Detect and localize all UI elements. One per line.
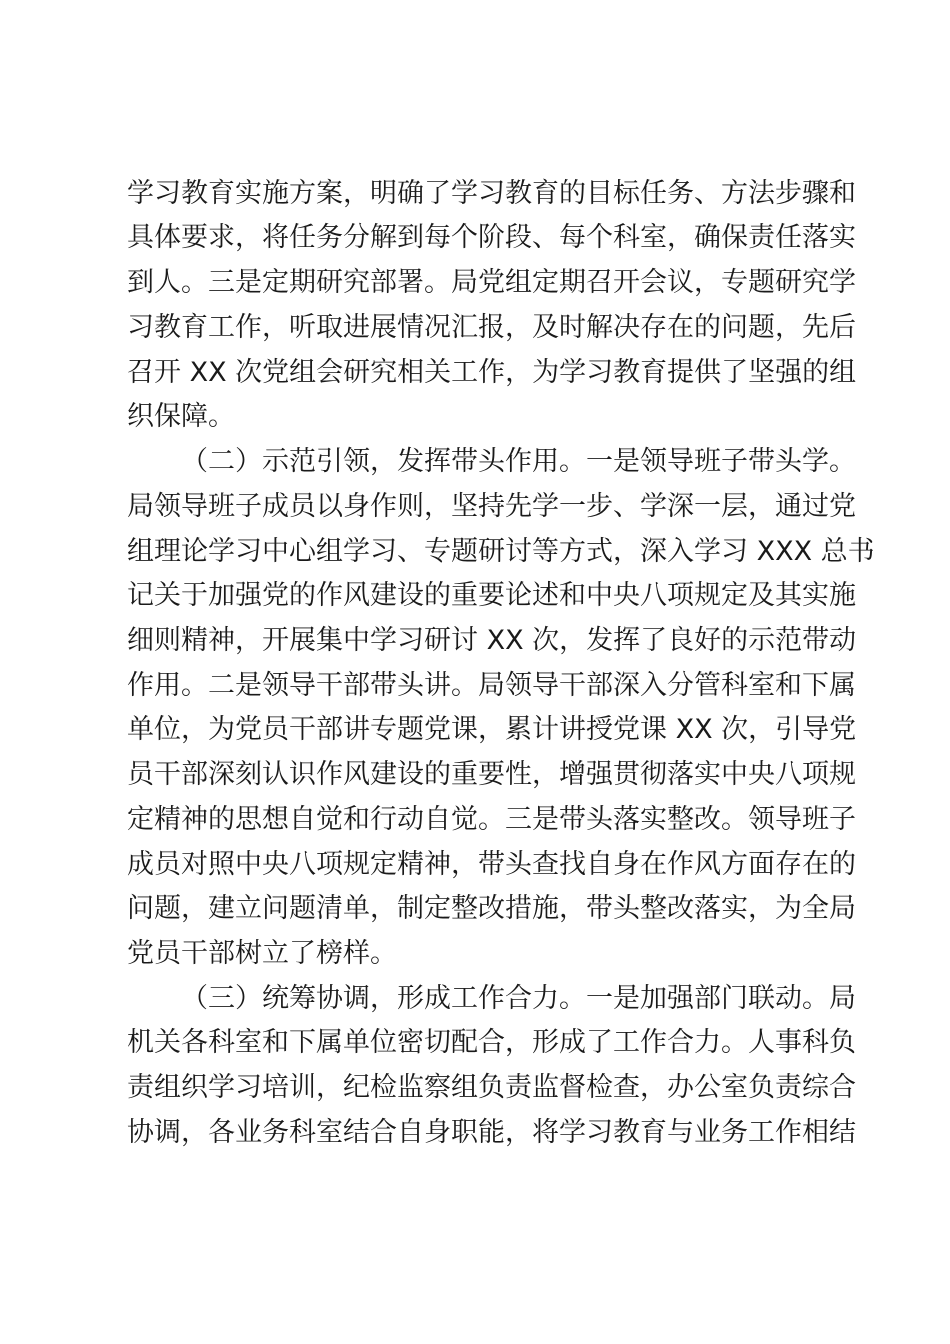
- text-line: 党员干部树立了榜样。: [127, 938, 397, 969]
- text-line: 机关各科室和下属单位密切配合，形成了工作合力。人事科负: [127, 1027, 856, 1058]
- text-line: 具体要求，将任务分解到每个阶段、每个科室，确保责任落实: [127, 222, 856, 253]
- text-line: 习教育工作，听取进展情况汇报，及时解决存在的问题，先后: [127, 312, 856, 343]
- text-line: 召开 XX 次党组会研究相关工作，为学习教育提供了坚强的组: [127, 357, 857, 388]
- text-line: 问题，建立问题清单，制定整改措施，带头整改落实，为全局: [127, 893, 856, 924]
- text-line: 记关于加强党的作风建设的重要论述和中央八项规定及其实施: [127, 580, 856, 611]
- text-line: 学习教育实施方案，明确了学习教育的目标任务、方法步骤和: [127, 178, 856, 209]
- text-line: 织保障。: [127, 401, 235, 432]
- section-heading-line: （三）统筹协调，形成工作合力。一是加强部门联动。局: [181, 983, 856, 1014]
- text-line: 员干部深刻认识作风建设的重要性，增强贯彻落实中央八项规: [127, 759, 856, 790]
- section-heading-line: （二）示范引领，发挥带头作用。一是领导班子带头学。: [181, 446, 856, 477]
- text-line: 细则精神，开展集中学习研讨 XX 次，发挥了良好的示范带动: [127, 625, 857, 656]
- text-line: 到人。三是定期研究部署。局党组定期召开会议，专题研究学: [127, 267, 856, 298]
- text-line: 成员对照中央八项规定精神，带头查找自身在作风方面存在的: [127, 849, 856, 880]
- text-line: 局领导班子成员以身作则，坚持先学一步、学深一层，通过党: [127, 491, 856, 522]
- text-line: 单位，为党员干部讲专题党课，累计讲授党课 XX 次，引导党: [127, 714, 857, 745]
- text-line: 组理论学习中心组学习、专题研讨等方式，深入学习 XXX 总书: [127, 536, 875, 567]
- text-line: 责组织学习培训，纪检监察组负责监督检查，办公室负责综合: [127, 1072, 856, 1103]
- text-line: 定精神的思想自觉和行动自觉。三是带头落实整改。领导班子: [127, 804, 856, 835]
- text-line: 协调，各业务科室结合自身职能，将学习教育与业务工作相结: [127, 1117, 856, 1148]
- text-line: 作用。二是领导干部带头讲。局领导干部深入分管科室和下属: [127, 670, 856, 701]
